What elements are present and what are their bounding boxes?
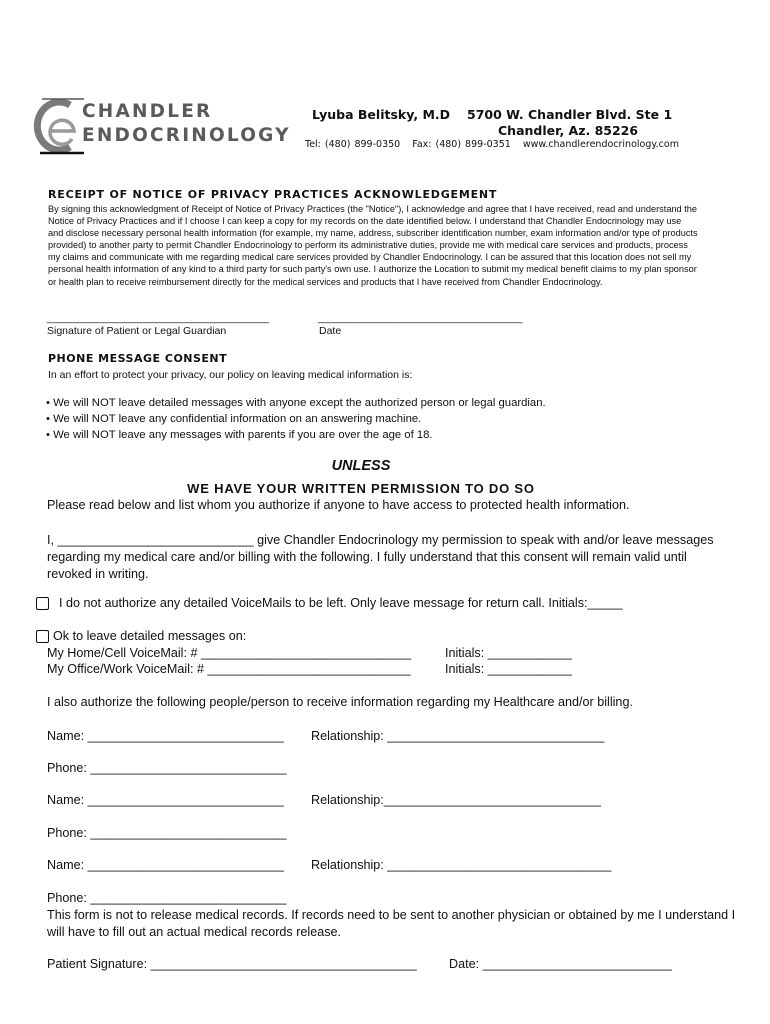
permission-heading: WE HAVE YOUR WRITTEN PERMISSION TO DO SO [187, 481, 535, 496]
doctor-name: Lyuba Belitsky, M.D [312, 107, 451, 122]
authorize-people-text: I also authorize the following people/person to receive information regarding my Healthcare and/or billing. [47, 695, 633, 709]
office-voicemail-field[interactable]: My Office/Work VoiceMail: # _____________________________ [47, 662, 411, 676]
address-line-2: Chandler, Az. 85226 [498, 123, 639, 138]
date-field[interactable]: ___________________________________ [318, 312, 523, 324]
logo-text-endocrinology: ENDOCRINOLOGY [82, 125, 291, 146]
policy-list [46, 395, 546, 443]
signature-label: Signature of Patient or Legal Guardian [47, 325, 227, 337]
website: www.chandlerendocrinology.com [522, 139, 679, 150]
receipt-body: By signing this acknowledgment of Receipt of Notice of Privacy Practices (the "Notice"), I acknowledge and agree that I have received, read and understand the Notice of Privacy Practices and if I choose I can keep a copy for my records on the date identified below. I understand that Chandler Endocrinology may use and disclose necessary personal health information (for example, my name, address, subscriber identification number, exam information and/or type of products provided) to another party to permit Chandler Endocrinology to perform its administrative duties, provide me with medical care services and products, process my claims and communicate with me regarding medical care services provided by Chandler Endocrinology. I can be assured that this location does not sell my personal health information of any kind to a third party for such party's own use. I authorize the Location to submit my medical benefit claims to my plan sponsor or health plan to receive reimbursement directly for the medical services and products that I have received from Chandler Endocrinology. [48, 204, 698, 287]
patient-date-field[interactable]: Date: ___________________________ [449, 957, 672, 971]
contact-phone-field[interactable]: Phone: ____________________________ [47, 891, 287, 905]
clinic-logo [30, 95, 290, 157]
list-item: • We will NOT leave any messages with parents if you are over the age of 18. [46, 429, 433, 441]
date-label: Date [319, 325, 342, 337]
home-voicemail-field[interactable]: My Home/Cell VoiceMail: # ______________________________ [47, 646, 412, 660]
logo-text-chandler: CHANDLER [82, 101, 213, 122]
contact-relationship-field[interactable]: Relationship:_______________________________ [311, 793, 601, 807]
contact-phone-field[interactable]: Phone: ____________________________ [47, 761, 287, 775]
fax-number: Fax: (480) 899-0351 [412, 139, 511, 150]
signature-field[interactable]: ______________________________________ [47, 312, 269, 324]
list-item: • We will NOT leave detailed messages with anyone except the authorized person or legal guardian. [46, 397, 546, 409]
office-initials-field[interactable]: Initials: ____________ [445, 662, 572, 676]
phone-consent-intro: In an effort to protect your privacy, our policy on leaving medical information is: [48, 369, 413, 381]
address-line-1: 5700 W. Chandler Blvd. Ste 1 [467, 107, 673, 122]
ok-leave-checkbox[interactable] [36, 630, 49, 643]
records-release-note: This form is not to release medical records. If records need to be sent to another physician or obtained by me I understand I will have to fill out an actual medical records release. [47, 908, 736, 939]
list-item: • We will NOT leave any confidential information on an answering machine. [46, 413, 422, 425]
phone-consent-heading: PHONE MESSAGE CONSENT [48, 352, 228, 365]
contact-info [305, 139, 687, 150]
logo-ce-icon [30, 95, 86, 157]
contact-name-field[interactable]: Name: ____________________________ [47, 858, 284, 872]
permission-paragraph: I, ____________________________ give Chandler Endocrinology my permission to speak with and/or leave messages regarding my medical care and/or billing with the following. I fully understand that this consent will remain valid until revoked in writing. [47, 533, 714, 581]
contact-phone-field[interactable]: Phone: ____________________________ [47, 826, 287, 840]
ok-leave-label: Ok to leave detailed messages on: [53, 629, 247, 643]
no-auth-checkbox[interactable] [36, 597, 49, 610]
contact-name-field[interactable]: Name: ____________________________ [47, 793, 284, 807]
no-auth-label: I do not authorize any detailed VoiceMails to be left. Only leave message for return call. Initials:_____ [59, 596, 623, 610]
unless-heading: UNLESS [331, 458, 391, 474]
home-initials-field[interactable]: Initials: ____________ [445, 646, 572, 660]
phone-number: Tel: (480) 899-0350 [305, 139, 401, 150]
patient-signature-field[interactable]: Patient Signature: ______________________________________ [47, 957, 417, 971]
contact-name-field[interactable]: Name: ____________________________ [47, 729, 284, 743]
receipt-heading: RECEIPT OF NOTICE OF PRIVACY PRACTICES ACKNOWLEDGEMENT [48, 188, 498, 201]
contact-relationship-field[interactable]: Relationship: _______________________________ [311, 729, 605, 743]
contact-relationship-field[interactable]: Relationship: ________________________________ [311, 858, 612, 872]
read-below-text: Please read below and list whom you authorize if anyone to have access to protected health information. [47, 498, 630, 512]
